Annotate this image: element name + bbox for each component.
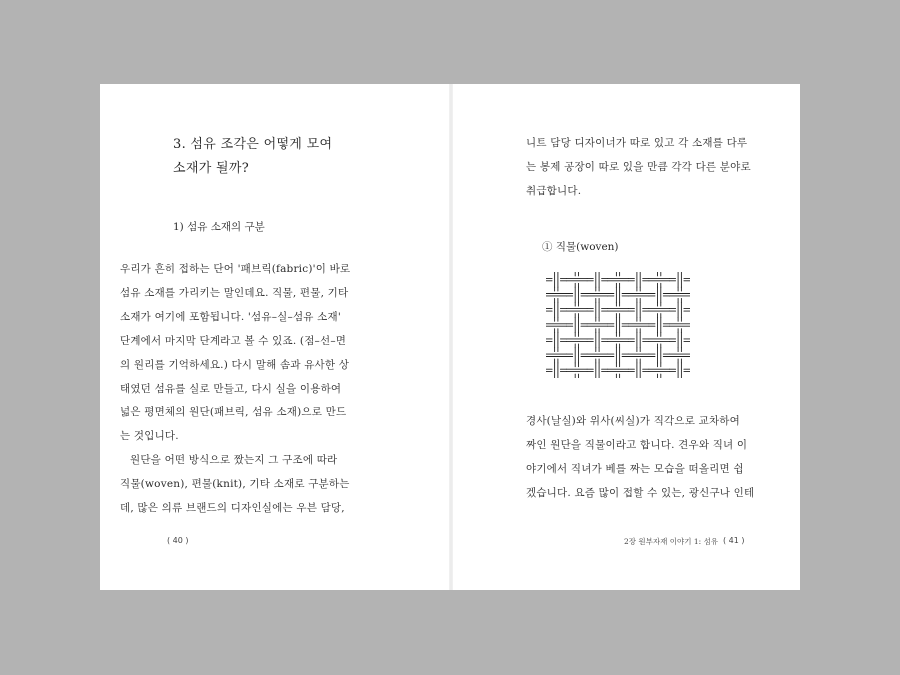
running-footer: 2장 원부자재 이야기 1: 섬유 xyxy=(624,537,719,546)
right-body-text-bottom xyxy=(526,410,754,506)
woven-fabric-illustration-icon xyxy=(546,272,690,378)
chapter-title xyxy=(173,133,332,181)
text-line: 경사(날실)와 위사(씨실)가 직각으로 교차하여 xyxy=(526,415,740,427)
text-line: 니트 담당 디자이너가 따로 있고 각 소재를 다루 xyxy=(526,137,748,149)
book-spread xyxy=(100,84,800,590)
text-line: 원단을 어떤 방식으로 짰는지 그 구조에 따라 xyxy=(130,454,338,467)
text-line: 섬유 소재를 가리키는 말인데요. 직물, 편물, 기타 xyxy=(120,286,349,299)
page-number-right: ( 41 ) xyxy=(723,536,745,545)
text-line: 태였던 섬유를 실로 만들고, 다시 실을 이용하여 xyxy=(120,382,342,395)
text-line: 는 봉제 공장이 따로 있을 만큼 각각 다른 분야로 xyxy=(526,160,751,173)
chapter-title-line: 소재가 될까? xyxy=(173,161,249,176)
text-line: 야기에서 직녀가 베를 짜는 모습을 떠올리면 쉽 xyxy=(526,462,744,475)
text-line: 넓은 평면체의 원단(패브릭, 섬유 소재)으로 만드 xyxy=(120,406,347,419)
text-line: 우리가 흔히 접하는 단어 '패브릭(fabric)'이 바로 xyxy=(120,263,351,275)
text-line: 단계에서 마지막 단계라고 볼 수 있죠. (점–선–면 xyxy=(120,334,347,347)
right-body-text-top xyxy=(526,132,751,204)
text-line: 직물(woven), 편물(knit), 기타 소재로 구분하는 xyxy=(120,478,350,491)
left-body-text xyxy=(120,258,350,521)
text-line: 데, 많은 의류 브랜드의 디자인실에는 우븐 담당, xyxy=(120,502,345,515)
left-page xyxy=(100,84,450,590)
section-heading: 1) 섬유 소재의 구분 xyxy=(173,221,265,233)
text-line: 의 원리를 기억하세요.) 다시 말해 솜과 유사한 상 xyxy=(120,358,350,371)
text-line: 는 것입니다. xyxy=(120,430,179,443)
text-line: 취급합니다. xyxy=(526,184,582,197)
text-line: 겠습니다. 요즘 많이 접할 수 있는, 광신구나 인테 xyxy=(526,486,755,499)
text-line: 짜인 원단을 직물이라고 합니다. 견우와 직녀 이 xyxy=(526,438,748,451)
page-number-left: ( 40 ) xyxy=(167,536,189,545)
right-page xyxy=(452,84,800,590)
chapter-title-line: 3. 섬유 조각은 어떻게 모여 xyxy=(173,137,333,152)
item-label-woven: ① 직물(woven) xyxy=(542,241,619,253)
text-line: 소재가 여기에 포함됩니다. '섬유–실–섬유 소재' xyxy=(120,310,341,323)
